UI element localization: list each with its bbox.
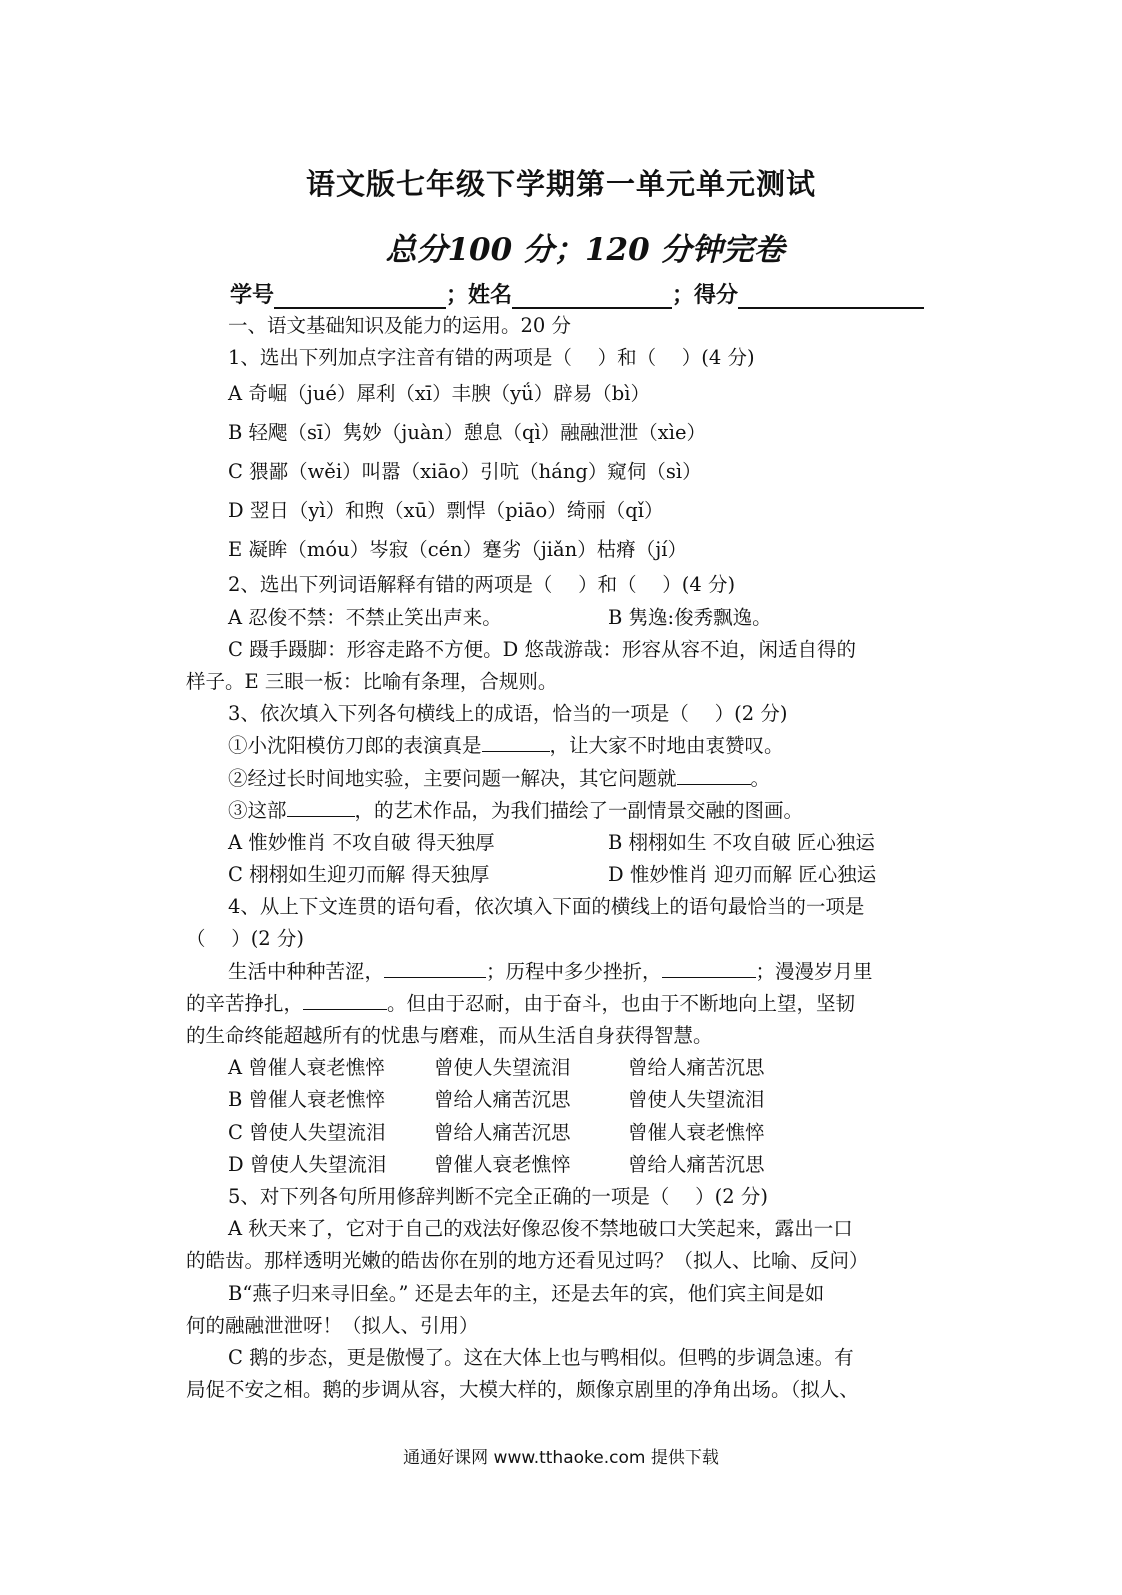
q3-blank [482,733,550,752]
q5-option-c-cont: 局促不安之相。鹅的步调从容，大模大样的，颇像京剧里的净角出场。（拟人、 [186,1378,859,1402]
q1-option: B 轻飔（sī）隽妙（juàn）憩息（qì）融融泄泄（xìe） [228,421,707,445]
q3-options-ab [186,827,926,859]
q4-passage-2: 的辛苦挣扎， 。但由于忍耐，由于奋斗，也由于不断地向上望，坚韧 [186,991,856,1015]
page-title: 语文版七年级下学期第一单元单元测试 [305,167,816,201]
q4-blank [662,959,756,978]
q3-sentence-2: ②经过长时间地实验，主要问题一解决，其它问题就 。 [228,766,771,790]
q4-option-d: D 曾使人失望流泪 曾催人衰老憔悴 曾给人痛苦沉思 [228,1152,765,1176]
name-field[interactable] [512,285,672,309]
q4-option-c: C 曾使人失望流泪 曾给人痛苦沉思 曾催人衰老憔悴 [228,1120,765,1144]
q3-sentence-3: ③这部 ，的艺术作品，为我们描绘了一副情景交融的图画。 [228,798,804,822]
q1-option: A 奇崛（jué）犀利（xī）丰腴（yǘ）辟易（bì） [228,382,650,406]
q5-option-a: A 秋天来了，它对于自己的戏法好像忍俊不禁地破口大笑起来，露出一口 [228,1217,853,1241]
q2-stem: 2、选出下列词语解释有错的两项是（ ）和（ ）(4 分) [228,573,736,597]
q2-cd-line: C 蹑手蹑脚：形容走路不方便。D 悠哉游哉：形容从容不迫，闲适自得的 [228,637,856,661]
q3-options-cd [186,859,926,891]
name-label: ；姓名 [446,283,513,308]
student-info-line [230,278,930,308]
q4-option-b: B 曾催人衰老憔悴 曾给人痛苦沉思 曾使人失望流泪 [228,1088,765,1112]
q3-option-b: B 栩栩如生 不攻自破 匠心独运 [608,830,875,854]
q4-blank [303,991,387,1010]
q1-option: D 翌日（yì）和煦（xū）剽悍（piāo）绮丽（qǐ） [228,499,664,523]
score-label: ；得分 [672,283,739,308]
q4-passage-1: 生活中种种苦涩， ；历程中多少挫折， ；漫漫岁月里 [228,959,873,983]
q2-e-line: 样子。E 三眼一板：比喻有条理，合规则。 [186,669,558,693]
q4-blank [384,959,486,978]
q5-option-a-cont: 的皓齿。那样透明光嫩的皓齿你在别的地方还看见过吗？（拟人、比喻、反问） [186,1249,869,1273]
student-no-field[interactable] [274,285,446,309]
q5-stem: 5、对下列各句所用修辞判断不完全正确的一项是（ ）(2 分) [228,1184,768,1208]
q3-stem: 3、依次填入下列各句横线上的成语，恰当的一项是（ ）(2 分) [228,702,788,726]
q3-blank [287,798,355,817]
q3-sentence-1: ①小沈阳模仿刀郎的表演真是 ，让大家不时地由衷赞叹。 [228,734,784,758]
q3-option-c: C 栩栩如生迎刃而解 得天独厚 [228,863,490,887]
q1-option: E 凝眸（móu）岑寂（cén）蹇劣（jiǎn）枯瘠（jí） [228,538,687,562]
q4-stem-cont: （ ）(2 分) [186,927,305,951]
q3-blank [677,766,751,785]
q4-passage-3: 的生命终能超越所有的忧患与磨难，而从生活自身获得智慧。 [186,1024,713,1047]
section-heading: 一、语文基础知识及能力的运用。20 分 [228,314,572,337]
q1-stem: 1、选出下列加点字注音有错的两项是（ ）和（ ）(4 分) [228,346,755,370]
q2-option-b: B 隽逸:俊秀飘逸。 [608,605,772,629]
q5-option-c: C 鹅的步态，更是傲慢了。这在大体上也与鸭相似。但鸭的步调急速。有 [228,1345,854,1369]
q4-option-a: A 曾催人衰老憔悴 曾使人失望流泪 曾给人痛苦沉思 [228,1056,765,1080]
q3-option-d: D 惟妙惟肖 迎刃而解 匠心独运 [608,863,877,887]
q3-option-a: A 惟妙惟肖 不攻自破 得天独厚 [228,830,495,854]
q1-option: C 猥鄙（wěi）叫嚣（xiāo）引吭（háng）窥伺（sì） [228,460,702,484]
q2-option-a: A 忍俊不禁：不禁止笑出声来。 [228,605,502,629]
q5-option-b: B“燕子归来寻旧垒。” 还是去年的主，还是去年的宾，他们宾主间是如 [228,1281,825,1305]
exam-body [186,310,926,1406]
student-no-label: 学号 [230,283,275,308]
q2-ab-line [186,602,926,634]
exam-subtitle: 总分100 分；120 分钟完卷 [385,232,785,268]
score-field[interactable] [738,285,924,309]
q5-option-b-cont: 何的融融泄泄呀！（拟人、引用） [186,1313,479,1337]
page-footer: 通通好课网 www.tthaoke.com 提供下载 [403,1448,719,1468]
q4-stem: 4、从上下文连贯的语句看，依次填入下面的横线上的语句最恰当的一项是 [228,895,865,919]
